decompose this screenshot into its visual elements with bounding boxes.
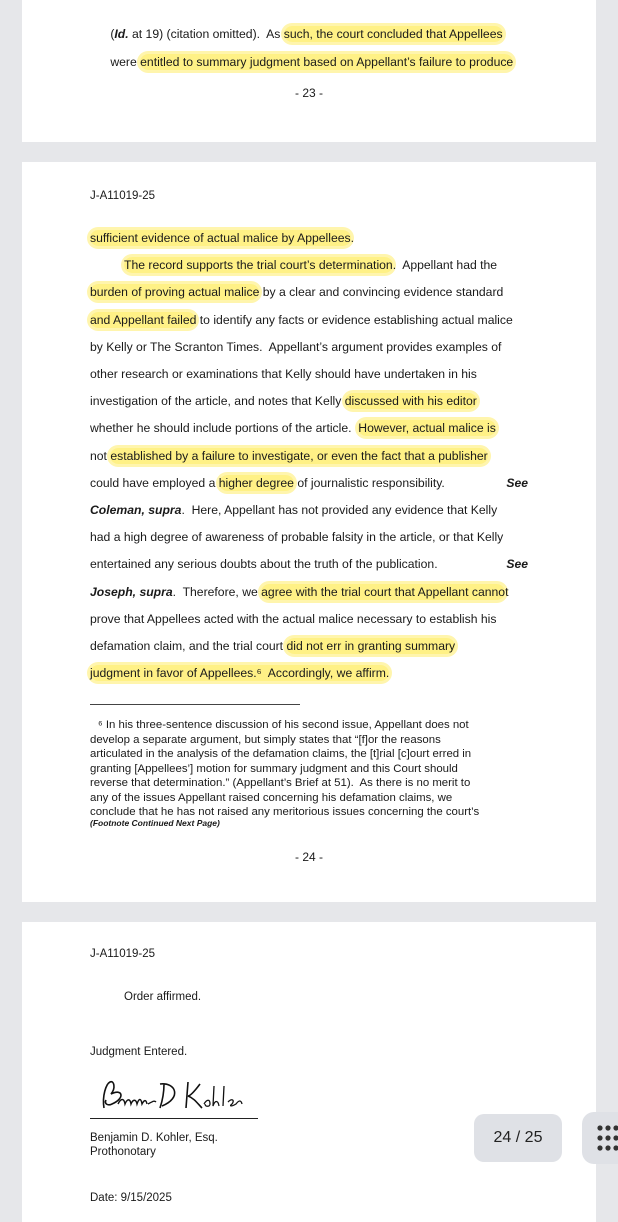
page-number: - 24 -: [294, 850, 323, 864]
highlight: and Appellant failed: [90, 312, 197, 327]
highlight: entitled to summary judgment based on Appellant’s failure to produce: [140, 55, 514, 69]
highlight: established by a failure to investigate, or even the fact that a publisher: [110, 448, 488, 463]
footnote-line: conclude that he has not raised any meritorious issues concerning the court’s: [90, 806, 480, 818]
footnote-line: any of the issues Appellant raised concerning his defamation claims, we: [90, 791, 453, 804]
case-number: J-A11019-25: [90, 948, 155, 960]
grid-dots-icon: [582, 1112, 618, 1164]
body-line: Coleman, supra. Here, Appellant has not provided any evidence that Kelly: [90, 503, 498, 517]
grid-view-button[interactable]: [582, 1112, 618, 1164]
body-line: whether he should include portions of the article. However, actual malice is: [90, 421, 496, 436]
citation: Id.: [114, 27, 129, 41]
page-number: - 23 -: [294, 86, 323, 100]
footnote-line: granting [Appellees’] motion for summary judgment and this Court should: [90, 762, 458, 775]
footnote-line: articulated in the analysis of the defamation claims, the [t]rial [c]ourt erred in: [90, 748, 472, 760]
page-23: [22, 0, 596, 142]
highlight: The record supports the trial court’s determination: [124, 258, 393, 273]
body-line: defamation claim, and the trial court did not err in granting summary: [90, 639, 456, 653]
signature-line: [90, 1118, 258, 1119]
page-24: [22, 162, 596, 902]
footnote-line: develop a separate argument, but simply states that “[f]or the reasons: [90, 733, 441, 746]
case-number: J-A11019-25: [90, 190, 155, 202]
page-25: [22, 922, 596, 1222]
footnote-continued: (Footnote Continued Next Page): [90, 818, 220, 828]
highlight: such, the court concluded that Appellees: [283, 27, 503, 41]
body-line: sufficient evidence of actual malice by Appellees.: [90, 231, 354, 245]
body-line: prove that Appellees acted with the actual malice necessary to establish his: [90, 611, 497, 626]
body-line: Joseph, supra. Therefore, we agree with the trial court that Appellant cannot: [90, 584, 509, 599]
signature-image: [96, 1074, 266, 1118]
footnote-divider: [90, 704, 300, 705]
signer-name: Benjamin D. Kohler, Esq.: [90, 1132, 218, 1144]
highlight: burden of proving actual malice: [90, 285, 260, 300]
footnote-line: reverse that determination.” (Appellant’s Brief at 51). As there is no merit to: [90, 777, 471, 789]
body-line: had a high degree of awareness of probable falsity in the article, or that Kelly: [90, 530, 504, 545]
citation: See: [506, 475, 528, 490]
body-line: The record supports the trial court’s determination. Appellant had the: [124, 258, 498, 273]
body-line: by Kelly or The Scranton Times. Appellant’s argument provides examples of: [90, 339, 502, 354]
text-line: were entitled to summary judgment based on Appellant’s failure to produce: [110, 55, 514, 69]
body-line: could have employed a higher degree of journalistic responsibility. See: [90, 475, 528, 490]
highlight: discussed with his editor: [344, 394, 477, 409]
page-indicator-text: 24 / 25: [493, 1129, 543, 1146]
highlight: sufficient evidence of actual malice by Appellees: [90, 231, 351, 245]
date-label: Date: 9/15/2025: [90, 1192, 172, 1204]
body-line: burden of proving actual malice by a clear and convincing evidence standard: [90, 285, 504, 300]
page-indicator[interactable]: [474, 1114, 562, 1162]
highlight: judgment in favor of Appellees.⁶ Accordingly, we affirm.: [90, 666, 390, 681]
signer-title: Prothonotary: [90, 1146, 156, 1158]
citation: See: [506, 557, 528, 572]
body-line: investigation of the article, and notes that Kelly discussed with his editor: [90, 394, 477, 409]
body-line: other research or examinations that Kelly should have undertaken in his: [90, 367, 477, 381]
body-line: not established by a failure to investigate, or even the fact that a publisher: [90, 448, 488, 463]
citation: Joseph, supra: [90, 584, 173, 599]
citation: Coleman, supra: [90, 503, 182, 517]
highlight: However, actual malice is: [358, 421, 496, 436]
order-text: Order affirmed.: [124, 991, 202, 1003]
text-line: (Id. at 19) (citation omitted). As such, the court concluded that Appellees: [110, 27, 503, 41]
body-line: [90, 665, 528, 681]
footnote-line: ⁶ In his three-sentence discussion of his second issue, Appellant does not: [98, 719, 469, 731]
highlight: higher degree: [218, 475, 294, 490]
highlight: did not err in granting summary: [286, 639, 456, 653]
highlight: agree with the trial court that Appellant canno: [261, 584, 506, 599]
body-line: and Appellant failed to identify any facts or evidence establishing actual malice: [90, 312, 513, 327]
judgment-entered: Judgment Entered.: [90, 1046, 188, 1058]
body-line: entertained any serious doubts about the truth of the publication. See: [90, 557, 528, 572]
